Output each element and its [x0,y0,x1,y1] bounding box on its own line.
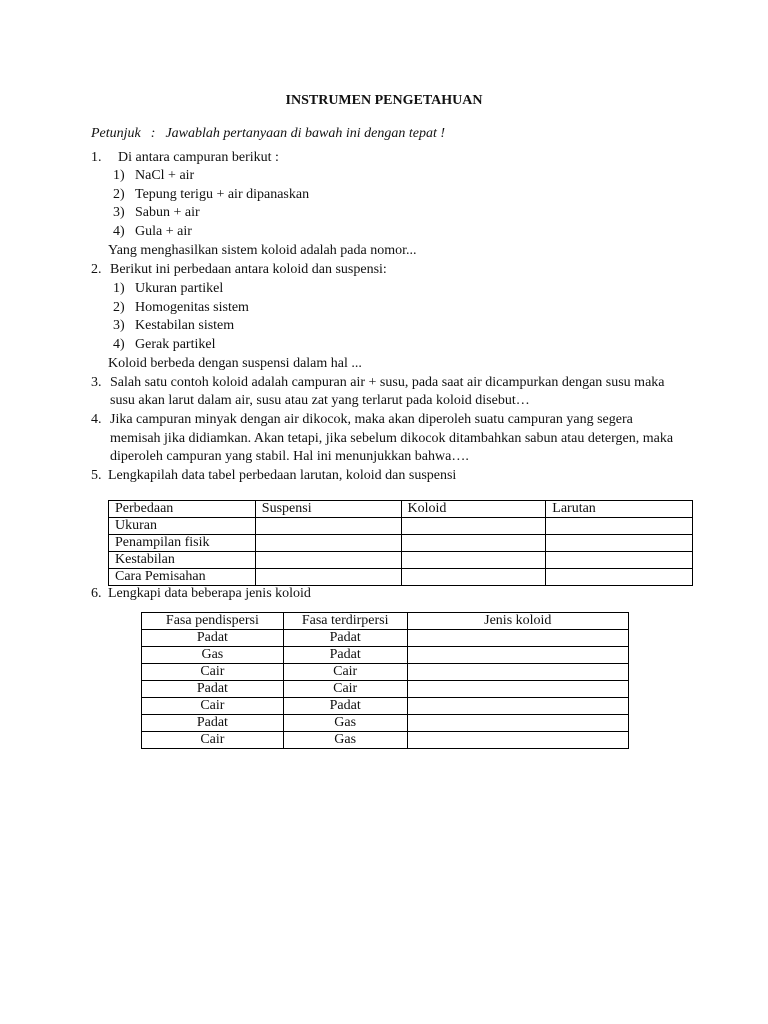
q6-text: Lengkapi data beberapa jenis koloid [108,586,311,601]
row-label: Cara Pemisahan [109,569,256,586]
q2-option-number: 1) [113,281,125,296]
q4-number: 4. [91,412,102,427]
q3-number: 3. [91,375,102,390]
table-row [109,569,693,586]
q2-option-text: Homogenitas sistem [135,300,249,315]
header-cell: Perbedaan [109,501,256,518]
answer-cell[interactable] [255,552,401,569]
answer-cell[interactable] [546,518,693,535]
dispersing-phase-cell: Padat [142,681,284,698]
dispersing-phase-cell: Gas [142,647,284,664]
q5-number: 5. [91,468,102,483]
q2-option-number: 3) [113,318,125,333]
header-cell: Fasa pendispersi [142,613,284,630]
table-row [109,535,693,552]
q4-line: memisah jika didiamkan. Akan tetapi, jika sebelum dikocok ditambahkan sabun atau detergen, maka [110,431,674,446]
q2-option-number: 4) [113,337,125,352]
comparison-table [108,500,693,586]
table-row [142,715,629,732]
q2-text: Berikut ini perbedaan antara koloid dan suspensi: [110,262,387,277]
q1-closing: Yang menghasilkan sistem koloid adalah pada nomor... [108,243,417,258]
dispersed-phase-cell: Padat [283,698,407,715]
q1-option-number: 1) [113,168,125,183]
answer-cell[interactable] [407,664,628,681]
q1-number: 1. [91,150,102,165]
answer-cell[interactable] [407,647,628,664]
answer-cell[interactable] [407,630,628,647]
table-row [142,647,629,664]
instructions-label: Petunjuk [91,126,141,141]
header-cell: Koloid [401,501,546,518]
table-row [109,518,693,535]
answer-cell[interactable] [546,552,693,569]
q2-option-text: Kestabilan sistem [135,318,235,333]
q4-line: diperoleh campuran yang stabil. Hal ini menunjukkan bahwa…. [110,449,469,464]
dispersed-phase-cell: Gas [283,732,407,749]
colloid-types-table [141,612,629,749]
answer-cell[interactable] [401,552,546,569]
page-title: INSTRUMEN PENGETAHUAN [285,93,483,108]
q4-line: Jika campuran minyak dengan air dikocok, maka akan diperoleh suatu campuran yang segera [110,412,633,427]
dispersed-phase-cell: Cair [283,664,407,681]
q1-option-text: NaCl + air [135,168,195,183]
table-header-row [109,501,693,518]
q1-option-number: 2) [113,187,125,202]
answer-cell[interactable] [546,535,693,552]
answer-cell[interactable] [401,535,546,552]
q1-option-number: 4) [113,224,125,239]
table-row [142,732,629,749]
table-row [142,681,629,698]
dispersed-phase-cell: Cair [283,681,407,698]
dispersing-phase-cell: Cair [142,732,284,749]
instructions-separator: : [150,126,156,141]
dispersing-phase-cell: Padat [142,715,284,732]
instructions-text: Jawablah pertanyaan di bawah ini dengan tepat ! [165,126,446,141]
answer-cell[interactable] [407,732,628,749]
answer-cell[interactable] [407,698,628,715]
header-cell: Fasa terdirpersi [283,613,407,630]
q2-option-text: Ukuran partikel [135,281,224,296]
dispersing-phase-cell: Padat [142,630,284,647]
q1-option-text: Tepung terigu + air dipanaskan [135,187,310,202]
dispersed-phase-cell: Padat [283,630,407,647]
q2-closing: Koloid berbeda dengan suspensi dalam hal ... [108,356,362,371]
q3-line: susu akan larut dalam air, susu atau zat yang terlarut pada koloid disebut… [110,393,530,408]
table-row [142,630,629,647]
q1-option-number: 3) [113,205,125,220]
table-header-row [142,613,629,630]
header-cell: Larutan [546,501,693,518]
instructions [91,125,445,143]
q2-option-number: 2) [113,300,125,315]
table-row [109,552,693,569]
dispersed-phase-cell: Gas [283,715,407,732]
answer-cell[interactable] [401,569,546,586]
table-row [142,664,629,681]
q3-line: Salah satu contoh koloid adalah campuran air + susu, pada saat air dicampurkan dengan susu maka [110,375,665,390]
dispersing-phase-cell: Cair [142,664,284,681]
q2-number: 2. [91,262,102,277]
q1-option-text: Gula + air [135,224,192,239]
row-label: Penampilan fisik [109,535,256,552]
answer-cell[interactable] [255,518,401,535]
q2-option-text: Gerak partikel [135,337,216,352]
header-cell: Suspensi [255,501,401,518]
answer-cell[interactable] [407,681,628,698]
dispersed-phase-cell: Padat [283,647,407,664]
q1-text: Di antara campuran berikut : [118,150,279,165]
q6-number: 6. [91,586,102,601]
row-label: Ukuran [109,518,256,535]
header-cell: Jenis koloid [407,613,628,630]
q1-option-text: Sabun + air [135,205,200,220]
row-label: Kestabilan [109,552,256,569]
answer-cell[interactable] [546,569,693,586]
answer-cell[interactable] [255,535,401,552]
answer-cell[interactable] [255,569,401,586]
q5-text: Lengkapilah data tabel perbedaan larutan, koloid dan suspensi [108,468,457,483]
answer-cell[interactable] [407,715,628,732]
table-row [142,698,629,715]
answer-cell[interactable] [401,518,546,535]
dispersing-phase-cell: Cair [142,698,284,715]
